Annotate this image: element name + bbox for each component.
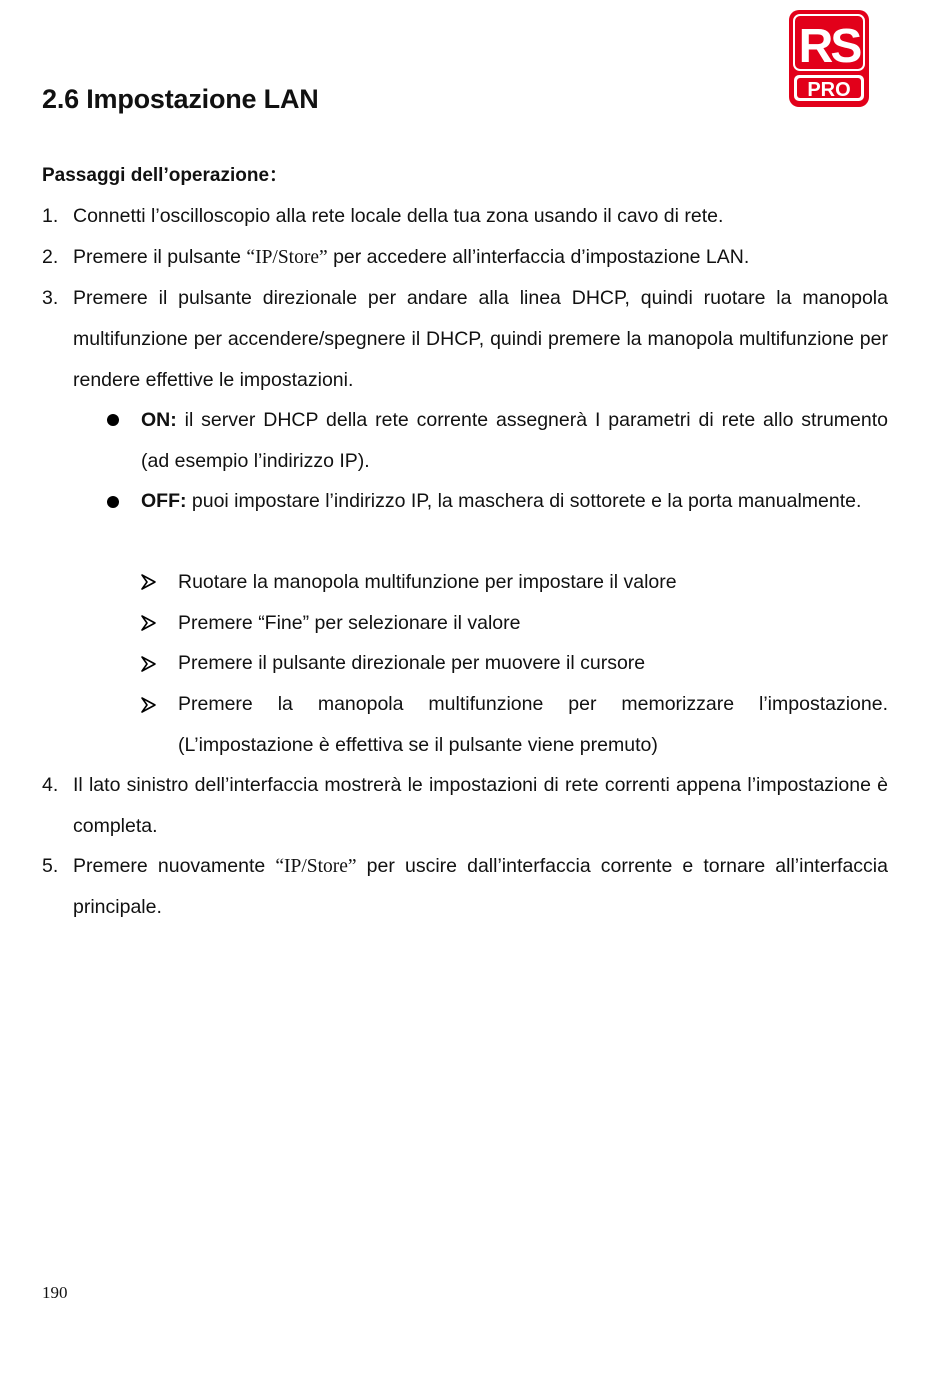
step-text-pre: Premere nuovamente [73, 855, 276, 877]
step-text: Il lato sinistro dell’interfaccia mostrerà le impostazioni di rete correnti appena l’impostazione è completa. [73, 774, 888, 837]
step-text [73, 846, 888, 928]
step-number: 3. [42, 287, 59, 309]
ip-store-key: “IP/Store” [246, 247, 328, 268]
bullet-body: puoi impostare l’indirizzo IP, la maschera di sottorete e la porta manualmente. [186, 490, 862, 512]
bullet-label: OFF: [141, 490, 187, 512]
page-number: 190 [42, 1283, 68, 1302]
step-text: Premere il pulsante direzionale per andare alla linea DHCP, quindi ruotare la manopola multifunzione per accendere/spegnere il DHCP, quindi premere la manopola multifunzione per rendere effettive le impostazioni. [73, 287, 888, 391]
sub-bullet-text: Premere “Fine” per selezionare il valore [178, 612, 521, 634]
steps-heading: Passaggi dell’operazione： [42, 165, 289, 186]
step-text [73, 237, 888, 278]
arrow-bullet-icon [140, 573, 158, 591]
step-number: 4. [42, 774, 59, 796]
arrow-bullet-icon [140, 655, 158, 673]
sub-bullet-text: Premere la manopola multifunzione per memorizzare l’impostazione. (L’impostazione è effettiva se il pulsante viene premuto) [178, 693, 888, 756]
step-text-post: per accedere all’interfaccia d’impostazione LAN. [327, 246, 750, 268]
arrow-bullet-icon [140, 614, 158, 632]
step-number: 2. [42, 246, 59, 268]
bullet-dot [107, 414, 119, 426]
sub-bullet-text: Ruotare la manopola multifunzione per impostare il valore [178, 571, 677, 593]
step-text-post: per uscire dall’interfaccia corrente e tornare all’interfaccia principale. [73, 855, 888, 918]
bullet-text [141, 481, 888, 522]
rs-pro-logo [789, 10, 869, 107]
bullet-label: ON: [141, 409, 177, 431]
arrow-bullet-icon [140, 696, 158, 714]
bullet-dot [107, 496, 119, 508]
sub-bullet-text: Premere il pulsante direzionale per muovere il cursore [178, 652, 646, 674]
step-number: 1. [42, 205, 59, 227]
step-number: 5. [42, 855, 59, 877]
step-text-pre: Premere il pulsante [73, 246, 247, 268]
logo-top-text: RS [798, 20, 860, 73]
step-text: Connetti l’oscilloscopio alla rete locale della tua zona usando il cavo di rete. [73, 205, 724, 227]
bullet-text [141, 400, 888, 482]
logo-bottom-text: PRO [807, 79, 851, 101]
page-title: 2.6 Impostazione LAN [42, 84, 319, 114]
bullet-body: il server DHCP della rete corrente assegnerà I parametri di rete allo strumento (ad esempio l’indirizzo IP). [141, 409, 888, 472]
ip-store-key: “IP/Store” [275, 856, 357, 877]
